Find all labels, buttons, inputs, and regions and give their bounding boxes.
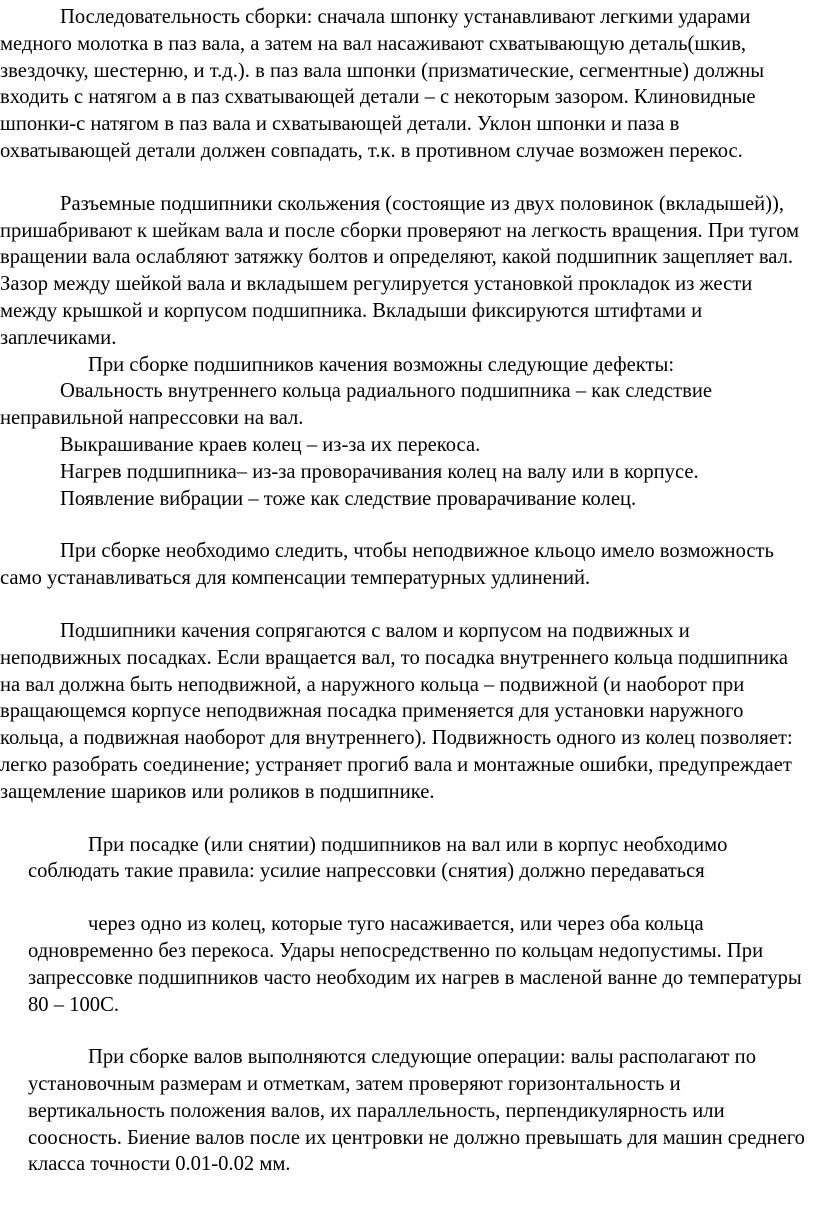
paragraph-split-bearings: Разъемные подшипники скольжения (состоящие из двух половинок (вкладышей)), пришабривают к шейкам вала и после сборки проверяют на легкость вращения. При тугом вращении вала ослабляют затяжку болтов и определяют, какой подшипник защепляет вал. Зазор между шейкой вала и вкладышем регулируется установкой прокладок из жести между крышкой и корпусом подшипника. Вкладыши фиксируются штифтами и заплечиками. [0,192,800,349]
paragraph-defect-chipping: Выкрашивание краев колец – из-за их перекоса. [60,433,481,456]
document-page [0,4,808,1178]
paragraph-gap [0,592,808,618]
paragraph-gap [0,806,808,832]
paragraph-defect-heating: Нагрев подшипника– из-за проворачивания колец на валу или в корпусе. [60,460,699,483]
paragraph-rolling-bearing-fits: Подшипники качения сопрягаются с валом и корпусом на подвижных и неподвижных посадках. Если вращается вал, то посадка внутреннего кольца подшипника на вал должна быть неподвижной, а наружного кольца – подвижной (и наоборот при вращающемся корпусе неподвижная посадка применяется для установки наружного кольца, а подвижная наоборот для внутреннего). Подвижность одного из колец позволяет: легко разобрать соединение; устраняет прогиб вала и монтажные ошибки, предупреждает защемление шариков или роликов в подшипнике. [0,619,793,803]
indented-block [0,832,808,1179]
paragraph-gap [28,885,808,911]
paragraph-key-assembly: Последовательность сборки: сначала шпонку устанавливают легкими ударами медного молотка в паз вала, а затем на вал насаживают схватывающую деталь(шкив, звездочку, шестерню, и т.д.). в паз вала шпонки (призматические, сегментные) должны входить с натягом а в паз схватывающей детали – с некоторым зазором. Клиновидные шпонки-с натягом в паз вала и схватывающей детали. Уклон шпонки и паза в охватывающей детали должен совпадать, т.к. в противном случае возможен перекос. [0,6,765,162]
paragraph-defects-intro: При сборке подшипников качения возможны следующие дефекты: [88,353,675,376]
paragraph-fixed-ring: При сборке необходимо следить, чтобы неподвижное кльоцо имело возможность само устанавливаться для компенсации температурных удлинений. [0,540,774,590]
paragraph-gap [28,1018,808,1044]
paragraph-gap [0,512,808,538]
paragraph-defect-vibration: Появление вибрации – тоже как следствие проварачивание колец. [60,487,637,510]
paragraph-press-continued: через одно из колец, которые туго насаживается, или через оба кольца одновременно без перекоса. Удары непосредственно по кольцам недопустимы. При запрессовке подшипников часто необходим их нагрев в масленой ванне до температуры 80 – 100С. [28,913,802,1016]
paragraph-shaft-assembly: При сборке валов выполняются следующие операции: валы располагают по установочным размерам и отметкам, затем проверяют горизонтальность и вертикальность положения валов, их параллельность, перпендикулярность или соосность. Биение валов после их центровки не должно превышать для машин среднего класса точности 0.01-0.02 мм. [28,1046,805,1176]
paragraph-press-rules: При посадке (или снятии) подшипников на вал или в корпус необходимо соблюдать такие правила: усилие напрессовки (снятия) должно передаваться [28,833,728,883]
paragraph-gap [0,165,808,191]
paragraph-defect-ovality: Овальность внутреннего кольца радиального подшипника – как следствие неправильной напрессовки на вал. [0,380,713,430]
